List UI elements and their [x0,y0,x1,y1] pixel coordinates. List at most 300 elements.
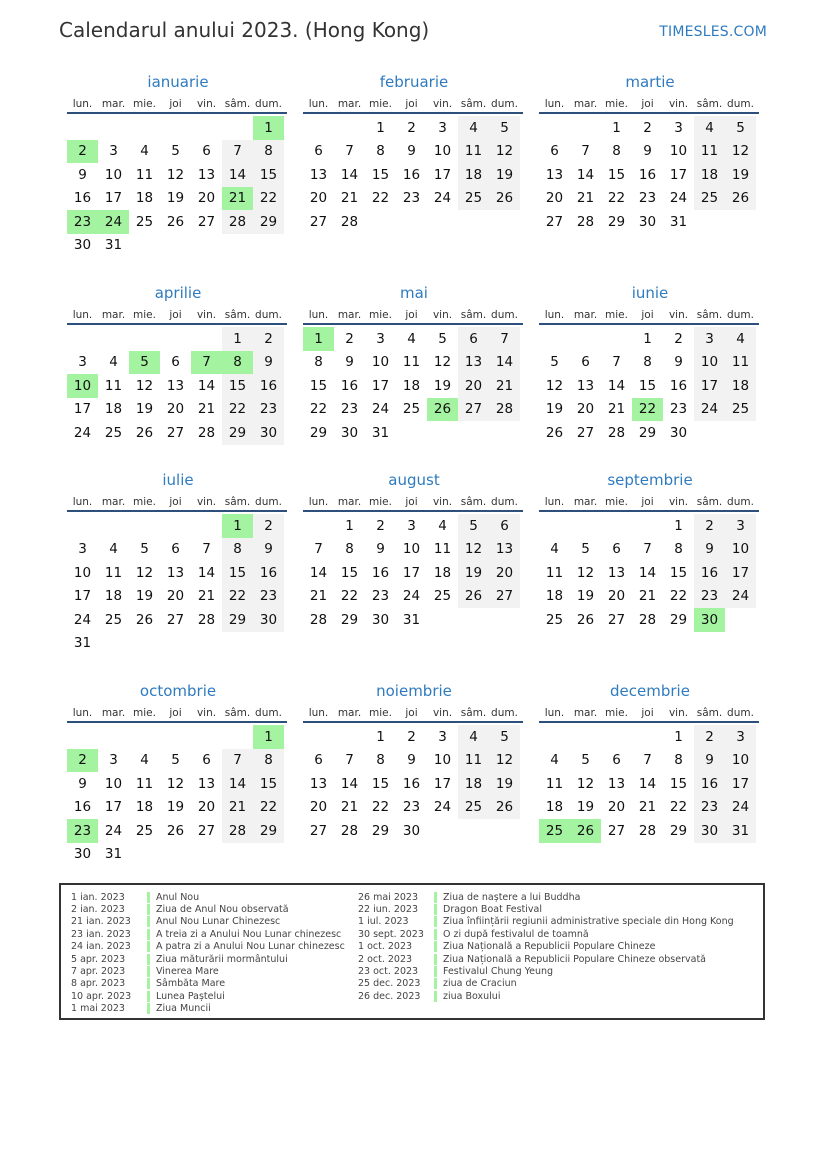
day-cell: 14 [340,775,359,792]
weekday-label: vin. [668,98,689,110]
day-cell: 5 [438,330,447,347]
legend-row [358,978,734,990]
day-cell: 28 [489,398,520,422]
holiday-day-cell: 22 [632,398,663,422]
weekday-label: lun. [308,496,329,508]
day-cell: 1 [376,119,385,136]
weekday-label: vin. [432,707,453,719]
day-cell: 12 [489,749,520,773]
empty-cell [570,116,601,140]
day-cell: 3 [78,541,87,558]
weekday-label: mar. [337,98,362,110]
weekday-label: sâm. [224,496,251,508]
day-cell: 30 [669,424,688,441]
day-cell: 25 [433,588,452,605]
holiday-day-cell: 30 [694,608,725,632]
weekday-label: sâm. [224,98,251,110]
day-cell: 1 [643,330,652,347]
day-grid [539,725,761,843]
weekday-label: mie. [605,98,628,110]
day-cell: 16 [371,564,390,581]
legend-column-left [71,891,345,1015]
day-cell: 1 [674,728,683,745]
holiday-color-marker [434,929,437,940]
day-cell: 11 [433,541,452,558]
holiday-day-cell: 26 [427,398,458,422]
holiday-date: 1 oct. 2023 [358,941,413,953]
holiday-name: Sâmbăta Mare [156,978,226,990]
day-cell: 18 [694,163,725,187]
weekday-header [67,490,289,510]
day-cell: 27 [197,822,216,839]
day-cell: 31 [402,611,421,628]
holiday-color-marker [434,954,437,965]
empty-cell [632,725,663,749]
weekday-label: joi [405,707,418,719]
day-cell: 8 [674,752,683,769]
day-cell: 9 [78,166,87,183]
day-cell: 9 [643,143,652,160]
day-cell: 22 [669,799,688,816]
day-cell: 3 [438,119,447,136]
weekday-label: dum. [727,496,754,508]
day-cell: 28 [607,424,626,441]
day-cell: 20 [576,401,595,418]
day-cell: 15 [222,561,253,585]
day-cell: 22 [309,401,328,418]
legend-row [71,891,345,903]
day-cell: 27 [197,213,216,230]
weekday-label: lun. [544,496,565,508]
empty-cell [601,327,632,351]
holiday-name: Ziua Națională a Republicii Populare Chineze [443,941,656,953]
day-cell: 6 [489,514,520,538]
day-cell: 9 [407,143,416,160]
weekday-label: sâm. [224,707,251,719]
day-cell: 27 [309,213,328,230]
month-mai [303,283,525,445]
day-cell: 14 [197,377,216,394]
day-grid [539,327,761,445]
day-cell: 9 [694,749,725,773]
day-cell: 18 [135,190,154,207]
empty-cell [539,514,570,538]
day-cell: 22 [222,398,253,422]
weekday-header [303,92,525,112]
day-cell: 3 [725,514,756,538]
day-cell: 14 [489,351,520,375]
holiday-name: ziua de Craciun [443,978,517,990]
day-cell: 18 [545,799,564,816]
holiday-color-marker [147,929,150,940]
month-title: ianuarie [147,73,209,91]
day-cell: 16 [340,377,359,394]
holiday-day-cell: 2 [67,140,98,164]
holiday-name: A patra zi a Anului Nou Lunar chinezesc [156,941,345,953]
holiday-date: 25 dec. 2023 [358,978,421,990]
weekday-label: vin. [668,496,689,508]
holiday-name: O zi după festivalul de toamnă [443,928,589,940]
weekday-label: dum. [491,309,518,321]
day-cell: 9 [78,775,87,792]
holiday-day-cell: 8 [222,351,253,375]
weekday-label: mie. [133,309,156,321]
month-title: martie [625,73,675,91]
day-cell: 31 [73,635,92,652]
empty-cell [98,116,129,140]
day-cell: 4 [550,752,559,769]
weekday-label: dum. [727,707,754,719]
holiday-day-cell: 26 [570,819,601,843]
day-cell: 25 [694,187,725,211]
weekday-label: vin. [668,707,689,719]
day-cell: 18 [402,377,421,394]
day-cell: 21 [340,799,359,816]
day-cell: 15 [669,564,688,581]
month-title: noiembrie [376,682,452,700]
empty-cell [67,514,98,538]
weekday-label: vin. [432,496,453,508]
day-cell: 21 [197,588,216,605]
day-cell: 12 [135,564,154,581]
holiday-date: 10 apr. 2023 [71,990,132,1002]
holiday-name: Ziua Muncii [156,1003,211,1015]
holiday-color-marker [147,1003,150,1014]
day-cell: 15 [340,564,359,581]
weekday-header [539,92,761,112]
header-rule [303,721,523,723]
day-cell: 8 [376,752,385,769]
day-cell: 30 [253,421,284,445]
day-cell: 30 [73,846,92,863]
day-cell: 23 [340,401,359,418]
day-cell: 12 [166,166,185,183]
weekday-label: mar. [101,98,126,110]
day-cell: 11 [402,354,421,371]
month-aprilie [67,283,289,445]
weekday-label: mie. [133,98,156,110]
empty-cell [222,725,253,749]
day-grid [539,514,761,632]
weekday-label: mar. [337,496,362,508]
day-cell: 17 [73,588,92,605]
weekday-label: sâm. [696,98,723,110]
day-cell: 17 [104,190,123,207]
holiday-day-cell: 23 [67,210,98,234]
day-cell: 22 [607,190,626,207]
day-cell: 12 [489,140,520,164]
legend-row [71,990,345,1002]
day-cell: 7 [314,541,323,558]
weekday-header [67,92,289,112]
day-cell: 19 [489,163,520,187]
day-cell: 2 [643,119,652,136]
day-cell: 2 [694,725,725,749]
day-cell: 2 [253,327,284,351]
legend-row [358,965,734,977]
day-cell: 25 [725,398,756,422]
weekday-label: mie. [369,707,392,719]
day-cell: 21 [607,401,626,418]
day-cell: 17 [371,377,390,394]
day-cell: 5 [581,752,590,769]
day-cell: 13 [309,166,328,183]
day-cell: 9 [253,351,284,375]
day-cell: 29 [253,210,284,234]
weekday-label: mie. [369,98,392,110]
weekday-header [539,303,761,323]
day-cell: 29 [669,822,688,839]
holiday-name: Anul Nou [156,891,200,903]
day-cell: 3 [694,327,725,351]
day-cell: 5 [489,116,520,140]
weekday-label: joi [169,707,182,719]
day-cell: 7 [643,752,652,769]
day-cell: 16 [253,561,284,585]
day-cell: 2 [674,330,683,347]
day-cell: 29 [669,611,688,628]
empty-cell [67,327,98,351]
legend-row [358,903,734,915]
day-cell: 2 [407,119,416,136]
holiday-name: A treia zi a Anului Nou Lunar chinezesc [156,928,342,940]
day-cell: 30 [253,608,284,632]
month-decembrie [539,681,761,843]
day-cell: 20 [607,799,626,816]
day-cell: 30 [402,822,421,839]
holiday-color-marker [147,892,150,903]
weekday-label: sâm. [224,309,251,321]
day-cell: 6 [171,354,180,371]
day-cell: 20 [166,588,185,605]
day-cell: 23 [402,190,421,207]
day-cell: 19 [576,799,595,816]
day-cell: 7 [643,541,652,558]
day-cell: 13 [197,166,216,183]
empty-cell [601,514,632,538]
weekday-label: lun. [308,707,329,719]
day-cell: 30 [694,819,725,843]
day-cell: 18 [458,163,489,187]
empty-cell [98,514,129,538]
day-cell: 19 [166,190,185,207]
weekday-label: mie. [605,707,628,719]
holiday-date: 30 sept. 2023 [358,928,424,940]
holiday-day-cell: 23 [67,819,98,843]
day-cell: 8 [643,354,652,371]
day-cell: 12 [135,377,154,394]
day-cell: 10 [433,752,452,769]
month-title: decembrie [610,682,690,700]
holiday-name: Ziua Națională a Republicii Populare Chineze observată [443,953,706,965]
header-rule [303,510,523,512]
header-rule [67,510,287,512]
empty-cell [303,725,334,749]
day-cell: 1 [674,517,683,534]
weekday-label: vin. [432,309,453,321]
day-cell: 25 [104,611,123,628]
weekday-label: mie. [605,496,628,508]
day-cell: 8 [376,143,385,160]
day-cell: 8 [253,140,284,164]
weekday-label: dum. [491,707,518,719]
weekday-label: mie. [133,496,156,508]
weekday-label: lun. [308,309,329,321]
weekday-label: joi [641,496,654,508]
day-cell: 4 [109,541,118,558]
day-cell: 4 [458,725,489,749]
holiday-name: Dragon Boat Festival [443,904,543,916]
day-cell: 13 [545,166,564,183]
month-martie [539,72,761,234]
day-cell: 26 [135,424,154,441]
weekday-label: lun. [72,309,93,321]
day-cell: 15 [309,377,328,394]
day-cell: 11 [694,140,725,164]
legend-row [71,1003,345,1015]
month-title: mai [400,284,428,302]
holiday-name: Lunea Paștelui [156,990,225,1002]
day-cell: 28 [340,822,359,839]
day-cell: 15 [669,775,688,792]
empty-cell [98,725,129,749]
day-cell: 17 [725,561,756,585]
day-cell: 22 [253,796,284,820]
empty-cell [601,725,632,749]
day-cell: 17 [104,799,123,816]
day-cell: 18 [104,401,123,418]
day-cell: 9 [694,538,725,562]
day-cell: 5 [489,725,520,749]
day-cell: 11 [458,140,489,164]
day-cell: 13 [166,564,185,581]
day-grid [303,116,525,234]
day-cell: 30 [638,213,657,230]
day-cell: 17 [433,166,452,183]
weekday-label: joi [405,496,418,508]
day-cell: 8 [253,749,284,773]
empty-cell [570,327,601,351]
day-cell: 18 [433,564,452,581]
day-cell: 13 [489,538,520,562]
weekday-label: sâm. [460,707,487,719]
day-cell: 28 [638,822,657,839]
day-cell: 15 [638,377,657,394]
day-cell: 19 [166,799,185,816]
day-cell: 25 [104,424,123,441]
month-title: octombrie [139,682,217,700]
day-cell: 20 [489,561,520,585]
month-octombrie [67,681,289,866]
day-cell: 16 [73,190,92,207]
day-cell: 6 [612,752,621,769]
holiday-date: 7 apr. 2023 [71,966,126,978]
empty-cell [303,514,334,538]
holiday-day-cell: 25 [539,819,570,843]
day-cell: 9 [345,354,354,371]
holiday-date: 26 mai 2023 [358,891,419,903]
weekday-label: sâm. [460,309,487,321]
day-cell: 3 [109,143,118,160]
day-cell: 16 [638,166,657,183]
day-cell: 14 [638,564,657,581]
brand-logo[interactable]: TIMESLES.COM [659,24,767,40]
holiday-date: 1 ian. 2023 [71,891,125,903]
weekday-label: sâm. [696,496,723,508]
holiday-color-marker [147,916,150,927]
day-cell: 10 [694,351,725,375]
day-cell: 12 [576,564,595,581]
day-cell: 24 [402,588,421,605]
empty-cell [334,725,365,749]
weekday-label: mar. [101,707,126,719]
day-cell: 19 [725,163,756,187]
day-cell: 1 [345,517,354,534]
weekday-label: lun. [72,496,93,508]
day-cell: 9 [407,752,416,769]
header-rule [539,323,759,325]
header-rule [67,721,287,723]
day-cell: 19 [135,588,154,605]
day-cell: 16 [73,799,92,816]
day-cell: 20 [309,190,328,207]
empty-cell [191,725,222,749]
day-cell: 27 [166,424,185,441]
weekday-label: mar. [573,98,598,110]
day-cell: 22 [371,190,390,207]
day-cell: 30 [73,237,92,254]
day-cell: 17 [402,564,421,581]
day-cell: 15 [222,374,253,398]
day-cell: 12 [166,775,185,792]
day-cell: 29 [340,611,359,628]
day-cell: 4 [140,143,149,160]
header-rule [67,323,287,325]
weekday-label: joi [641,98,654,110]
weekday-label: mar. [573,707,598,719]
holiday-date: 23 oct. 2023 [358,966,419,978]
empty-cell [539,116,570,140]
holiday-name: Ziua înființării regiunii administrative speciale din Hong Kong [443,916,734,928]
weekday-label: dum. [727,309,754,321]
day-cell: 6 [314,752,323,769]
holiday-legend [59,883,765,1020]
day-cell: 26 [458,585,489,609]
day-cell: 3 [725,725,756,749]
weekday-header [539,490,761,510]
day-cell: 1 [376,728,385,745]
holiday-date: 24 ian. 2023 [71,941,131,953]
weekday-label: lun. [544,98,565,110]
empty-cell [222,116,253,140]
day-cell: 31 [104,846,123,863]
day-cell: 8 [674,541,683,558]
day-cell: 20 [197,799,216,816]
day-cell: 5 [140,541,149,558]
weekday-label: dum. [255,309,282,321]
holiday-name: Ziua măturării mormântului [156,953,288,965]
empty-cell [160,327,191,351]
day-cell: 26 [166,822,185,839]
day-cell: 2 [407,728,416,745]
month-iunie [539,283,761,445]
day-cell: 11 [545,775,564,792]
weekday-header [67,701,289,721]
day-cell: 4 [140,752,149,769]
day-cell: 7 [345,752,354,769]
holiday-name: Ziua de Anul Nou observată [156,904,289,916]
day-cell: 27 [545,213,564,230]
